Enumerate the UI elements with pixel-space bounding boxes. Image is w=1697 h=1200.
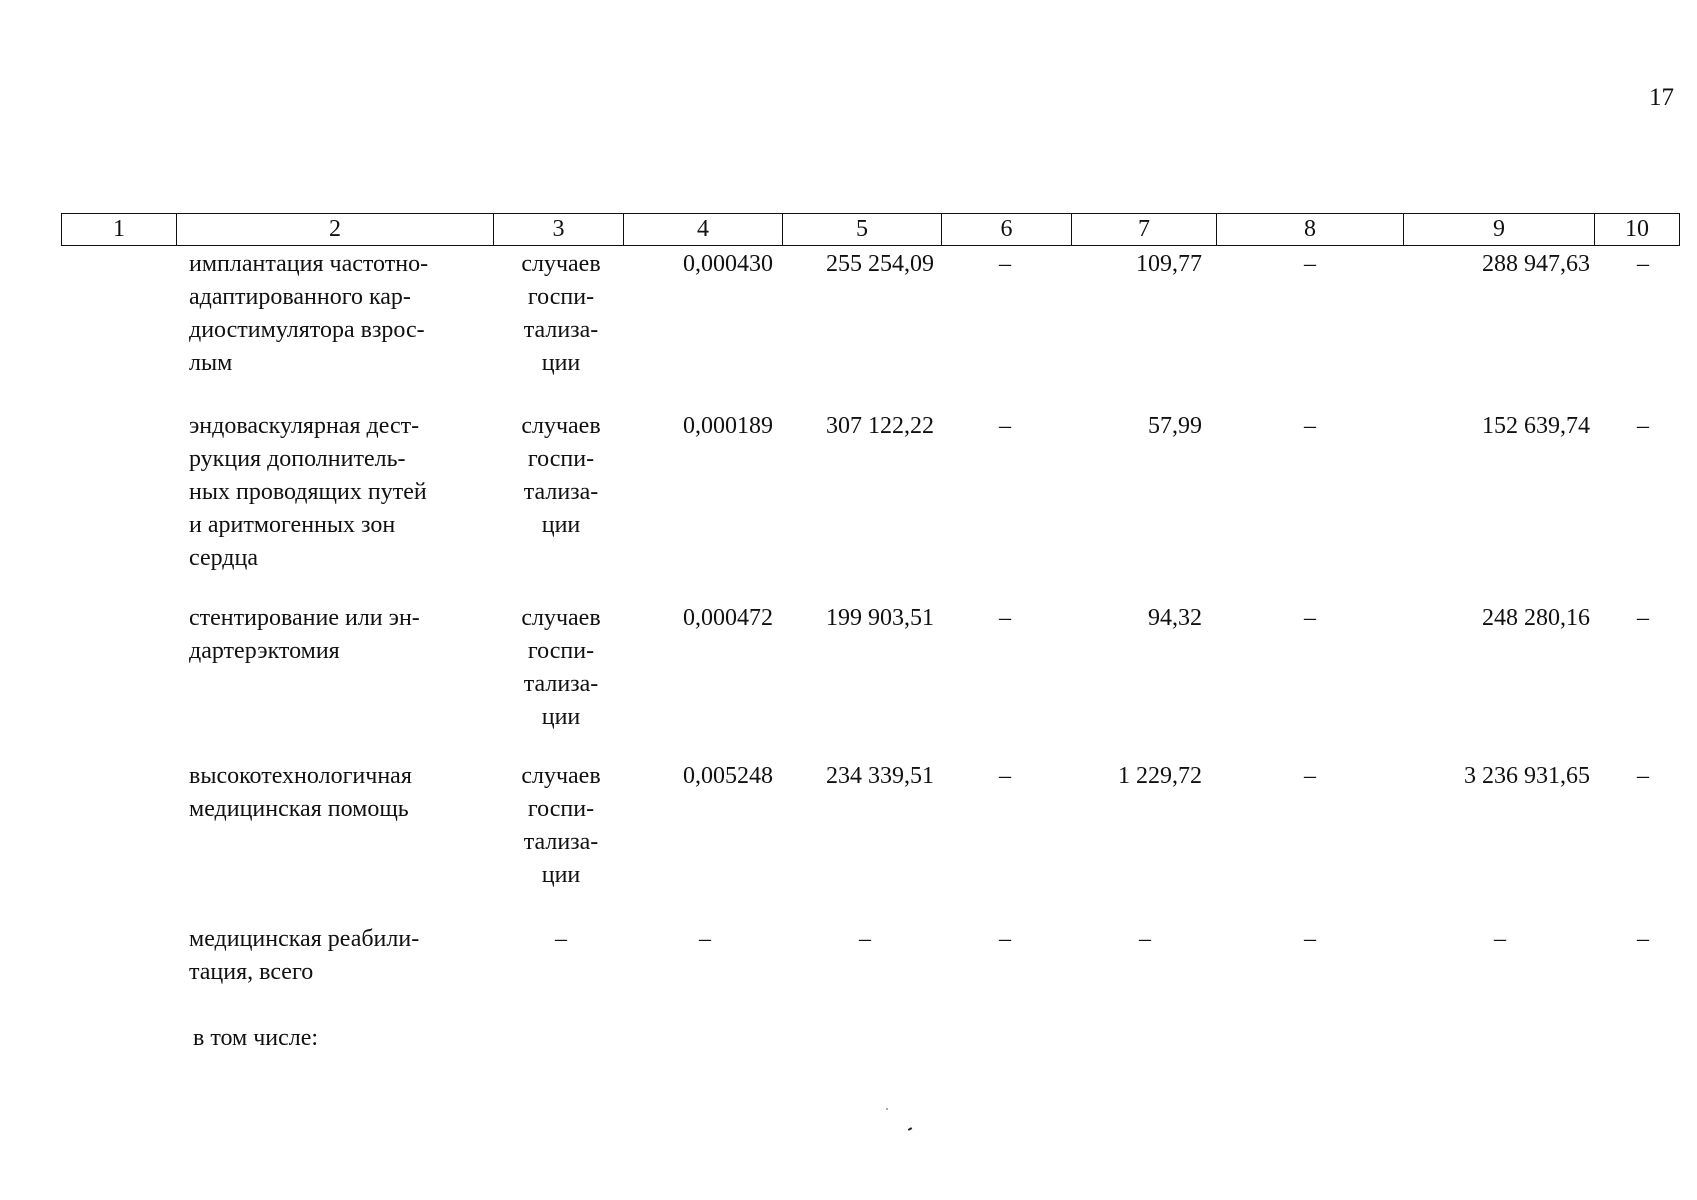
cell-col-7: 1 229,72	[1118, 763, 1202, 789]
desc-line: стентирование или эн-	[189, 605, 420, 631]
desc-line: медицинская помощь	[189, 796, 409, 822]
header-col-7: 7	[1072, 214, 1217, 246]
unit-line: госпи-	[527, 638, 595, 664]
unit-line: тализа-	[523, 317, 599, 343]
cell-col-9: 288 947,63	[1482, 251, 1590, 277]
desc-line: ных проводящих путей	[189, 479, 427, 505]
unit-line: случаев	[521, 413, 601, 439]
desc-line: эндоваскулярная дест-	[189, 413, 420, 439]
header-col-10: 10	[1595, 214, 1680, 246]
column-number-header	[61, 213, 1680, 246]
desc-line: диостимулятора взрос-	[189, 317, 425, 343]
row-description	[189, 760, 483, 826]
desc-line: высокотехнологичная	[189, 763, 412, 789]
row-description	[189, 923, 494, 989]
cell-col-4: 0,000430	[683, 251, 773, 277]
cell-col-7: 57,99	[1148, 413, 1202, 439]
header-col-1: 1	[62, 214, 177, 246]
header-col-9: 9	[1404, 214, 1595, 246]
row-unit	[505, 410, 617, 542]
cell-col-8: –	[1304, 413, 1316, 439]
cell-col-10: –	[1637, 605, 1649, 631]
unit-line: тализа-	[523, 479, 599, 505]
desc-line: имплантация частотно-	[189, 251, 429, 277]
unit-line: случаев	[521, 251, 601, 277]
unit-line: случаев	[521, 763, 601, 789]
cell-col-4: 0,005248	[683, 763, 773, 789]
unit-line: госпи-	[527, 284, 595, 310]
unit-line: –	[555, 926, 567, 952]
row-description	[189, 602, 483, 668]
cell-col-5: 307 122,22	[826, 413, 934, 439]
row-unit	[505, 760, 617, 892]
header-col-2: 2	[177, 214, 494, 246]
cell-col-10: –	[1637, 926, 1649, 952]
unit-line: ции	[541, 512, 581, 538]
row-unit	[505, 248, 617, 380]
cell-col-5: 234 339,51	[826, 763, 934, 789]
desc-line: адаптированного кар-	[189, 284, 411, 310]
cell-col-4: 0,000472	[683, 605, 773, 631]
cell-col-7: –	[1139, 926, 1151, 952]
cell-col-6: –	[999, 413, 1011, 439]
sub-label: в том числе:	[193, 1025, 319, 1051]
cell-col-6: –	[999, 926, 1011, 952]
unit-line: тализа-	[523, 671, 599, 697]
cell-col-6: –	[999, 605, 1011, 631]
desc-line: и аритмогенных зон	[189, 512, 396, 538]
header-col-3: 3	[494, 214, 624, 246]
desc-line: лым	[189, 350, 233, 376]
cell-col-8: –	[1304, 251, 1316, 277]
cell-col-5: –	[859, 926, 871, 952]
desc-line: дартерэктомия	[189, 638, 340, 664]
cell-col-9: 3 236 931,65	[1464, 763, 1590, 789]
unit-line: госпи-	[527, 446, 595, 472]
unit-line: ции	[541, 704, 581, 730]
cell-col-5: 255 254,09	[826, 251, 934, 277]
cell-col-10: –	[1637, 413, 1649, 439]
page-number: 17	[1649, 84, 1674, 111]
desc-line: сердца	[189, 545, 258, 571]
scan-speck	[908, 1127, 912, 1131]
cell-col-8: –	[1304, 763, 1316, 789]
unit-line: случаев	[521, 605, 601, 631]
cell-col-5: 199 903,51	[826, 605, 934, 631]
cell-col-8: –	[1304, 605, 1316, 631]
cell-col-7: 94,32	[1148, 605, 1202, 631]
cell-col-9: 152 639,74	[1482, 413, 1590, 439]
desc-line: медицинская реабили-	[189, 926, 420, 952]
cell-col-10: –	[1637, 251, 1649, 277]
row-unit	[505, 923, 617, 956]
unit-line: ции	[541, 350, 581, 376]
cell-col-6: –	[999, 251, 1011, 277]
cell-col-10: –	[1637, 763, 1649, 789]
cell-col-7: 109,77	[1136, 251, 1202, 277]
unit-line: ции	[541, 862, 581, 888]
cell-col-9: –	[1494, 926, 1506, 952]
desc-line: тация, всего	[189, 959, 314, 985]
cell-col-8: –	[1304, 926, 1316, 952]
row-description	[189, 248, 483, 380]
desc-line: рукция дополнитель-	[189, 446, 406, 472]
header-col-6: 6	[942, 214, 1072, 246]
cell-col-9: 248 280,16	[1482, 605, 1590, 631]
unit-line: тализа-	[523, 829, 599, 855]
unit-line: госпи-	[527, 796, 595, 822]
cell-col-4: –	[699, 926, 711, 952]
header-col-5: 5	[783, 214, 942, 246]
scan-speck	[886, 1108, 888, 1110]
header-col-4: 4	[624, 214, 783, 246]
row-description	[189, 410, 483, 575]
header-col-8: 8	[1217, 214, 1404, 246]
cell-col-4: 0,000189	[683, 413, 773, 439]
cell-col-6: –	[999, 763, 1011, 789]
row-unit	[505, 602, 617, 734]
